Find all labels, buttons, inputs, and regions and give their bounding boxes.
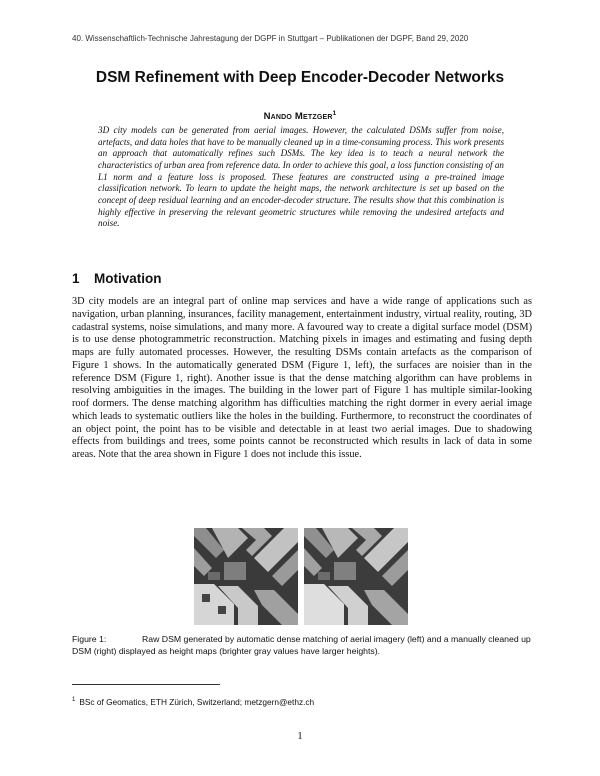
author-footnote-mark: 1 [332, 110, 337, 117]
footnote [72, 697, 314, 707]
footnote-mark: 1 [72, 697, 76, 704]
author-line [0, 110, 600, 122]
figure-raw-dsm-image [194, 528, 298, 625]
figure-caption-text: Raw DSM generated by automatic dense matching of aerial imagery (left) and a manually cleaned up DSM (right) displayed as height maps (brighter gray values have larger heights). [72, 634, 531, 656]
footnote-divider [72, 684, 220, 685]
abstract: 3D city models can be generated from aerial images. However, the calculated DSMs suffer from noise, artefacts, and data holes that have to be manually cleaned up in a time-consuming process. This work presents an approach that automatically refines such DSMs. The key idea is to teach a neural network the characteristics of urban area from reference data. In order to achieve this goal, a loss function consisting of an L1 norm and a feature loss is proposed. These features are constructed using a pre-trained image classification network. To learn to update the height maps, the network architecture is set up based on the concept of deep residual learning and an encoder-decoder structure. The results show that this combination is highly effective in preserving the relevant geometric structures while removing the undesired artefacts and noise. [98, 125, 504, 229]
figure-1 [0, 528, 600, 625]
paper-title: DSM Refinement with Deep Encoder-Decoder Networks [95, 69, 505, 86]
page-number: 1 [297, 731, 303, 742]
section-heading [72, 271, 162, 286]
footnote-text: BSc of Geomatics, ETH Zürich, Switzerland; metzgern@ethz.ch [79, 697, 315, 707]
author-name: Nando Metzger [263, 111, 333, 123]
running-header: 40. Wissenschaftlich-Technische Jahrestagung der DGPF in Stuttgart – Publikationen der DGPF, Band 29, 2020 [72, 34, 469, 43]
figure-reference-dsm-image [304, 528, 408, 625]
section-body: 3D city models are an integral part of online map services and have a wide range of applications such as navigation, urban planning, insurances, facility management, entertainment industry, virtual reality, routing, 3D cadastral systems, noise simulations, and many more. A favoured way to create a digital surface model (DSM) is to use dense photogrammetric reconstruction. Matching pixels in images and estimating and fusing depth maps are fully automated processes. However, the resulting DSMs contain artefacts as the comparison of Figure 1 shows. In the automatically generated DSM (Figure 1, left), the surfaces are noisier than in the reference DSM (Figure 1, right). Another issue is that the dense matching algorithm can have problems in resolving ambiguities in the images. The building in the lower part of Figure 1 has multiple similar-looking roof dormers. The dense matching algorithm has difficulties matching the right dormer in every aerial image which leads to systematic outliers like the holes in the building. Furthermore, to reconstruct the coordinates of an object point, the point has to be visible and detectable in at least two aerial images. Due to shadowing effects from buildings and trees, some points cannot be reconstructed which results in lack of data in some areas. Note that the area shown in Figure 1 does not include this issue. [72, 296, 532, 460]
figure-label: Figure 1: [72, 634, 107, 644]
section-number: 1 [72, 271, 80, 286]
section-title: Motivation [94, 271, 162, 286]
figure-caption [72, 634, 534, 658]
